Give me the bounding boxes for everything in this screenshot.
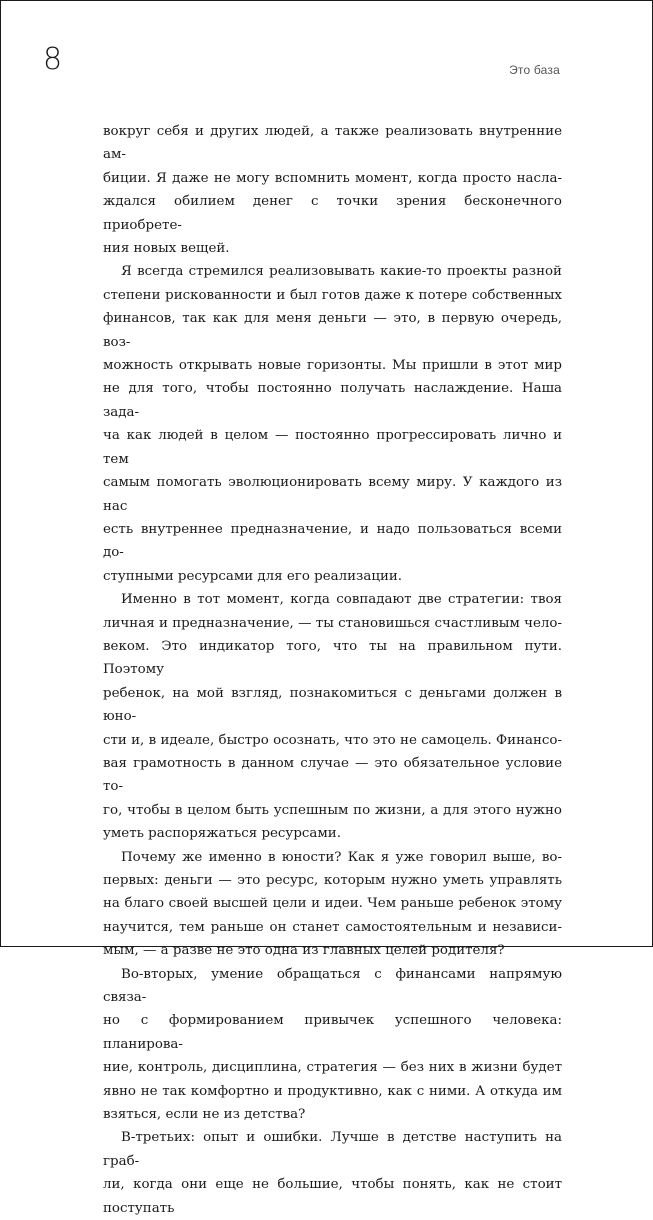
- text-line: Я всегда стремился реализовывать какие-то проекты разной: [121, 264, 562, 280]
- text-line: уметь распоряжаться ресурсами.: [103, 826, 341, 842]
- text-line: можность открывать новые горизонты. Мы пришли в этот мир: [103, 358, 562, 374]
- text-line: Почему же именно в юности? Как я уже говорил выше, во-: [121, 849, 562, 865]
- text-line: ребенок, на мой взгляд, познакомиться с деньгами должен в юно-: [103, 685, 562, 725]
- text-line: В-третьих: опыт и ошибки. Лучше в детстве наступить на граб-: [103, 1130, 562, 1169]
- text-line: ждался обилием денег с точки зрения бесконечного приобрете-: [103, 194, 562, 233]
- text-line: самым помогать эволюционировать всему миру. У каждого из нас: [103, 475, 562, 514]
- text-line: личная и предназначение, — ты становишься счастливым чело-: [103, 615, 562, 631]
- text-line: на благо своей высшей цели и идеи. Чем раньше ребенок этому: [103, 896, 562, 912]
- text-line: ли, когда они еще не большие, чтобы понять, как не стоит поступать: [103, 1177, 562, 1216]
- text-line: Именно в тот момент, когда совпадают две стратегии: твоя: [121, 592, 562, 608]
- text-line: вая грамотность в данном случае — это обязательное условие то-: [103, 755, 562, 795]
- text-line: вокруг себя и других людей, а также реализовать внутренние ам-: [103, 124, 562, 163]
- text-line: веком. Это индикатор того, что ты на правильном пути. Поэтому: [103, 638, 562, 678]
- page-number: 8: [43, 42, 63, 77]
- text-line: степени рискованности и был готов даже к потере собственных: [103, 287, 562, 303]
- body-text: [103, 120, 562, 1220]
- text-line: есть внутреннее предназначение, и надо пользоваться всеми до-: [103, 521, 562, 561]
- text-line: биции. Я даже не могу вспомнить момент, когда просто насла-: [103, 170, 562, 186]
- text-line: ча как людей в целом — постоянно прогрессировать лично и тем: [103, 428, 562, 467]
- text-line: ние, контроль, дисциплина, стратегия — без них в жизни будет: [103, 1060, 562, 1076]
- text-line: го, чтобы в целом быть успешным по жизни, а для этого нужно: [103, 802, 562, 818]
- text-line: ступными ресурсами для его реализации.: [103, 568, 403, 584]
- text-line: мым, — а разве не это одна из главных целей родителя?: [103, 943, 505, 959]
- text-line: явно не так комфортно и продуктивно, как с ними. А откуда им: [103, 1083, 562, 1099]
- text-line: но с формированием привычек успешного человека: планирова-: [103, 1013, 562, 1052]
- text-line: взяться, если не из детства?: [103, 1107, 306, 1123]
- text-line: не для того, чтобы постоянно получать наслаждение. Наша зада-: [103, 381, 562, 420]
- text-line: первых: деньги — это ресурс, которым нужно уметь управлять: [103, 873, 562, 888]
- text-line: научится, тем раньше он станет самостоятельным и независи-: [103, 919, 562, 935]
- text-line: Во-вторых, умение обращаться с финансами напрямую связа-: [103, 966, 562, 1006]
- text-line: сти и, в идеале, быстро осознать, что это не самоцель. Финансо-: [103, 732, 562, 748]
- text-line: ния новых вещей.: [103, 241, 230, 257]
- text-line: финансов, так как для меня деньги — это, в первую очередь, воз-: [103, 311, 562, 350]
- running-header: Это база: [509, 63, 560, 77]
